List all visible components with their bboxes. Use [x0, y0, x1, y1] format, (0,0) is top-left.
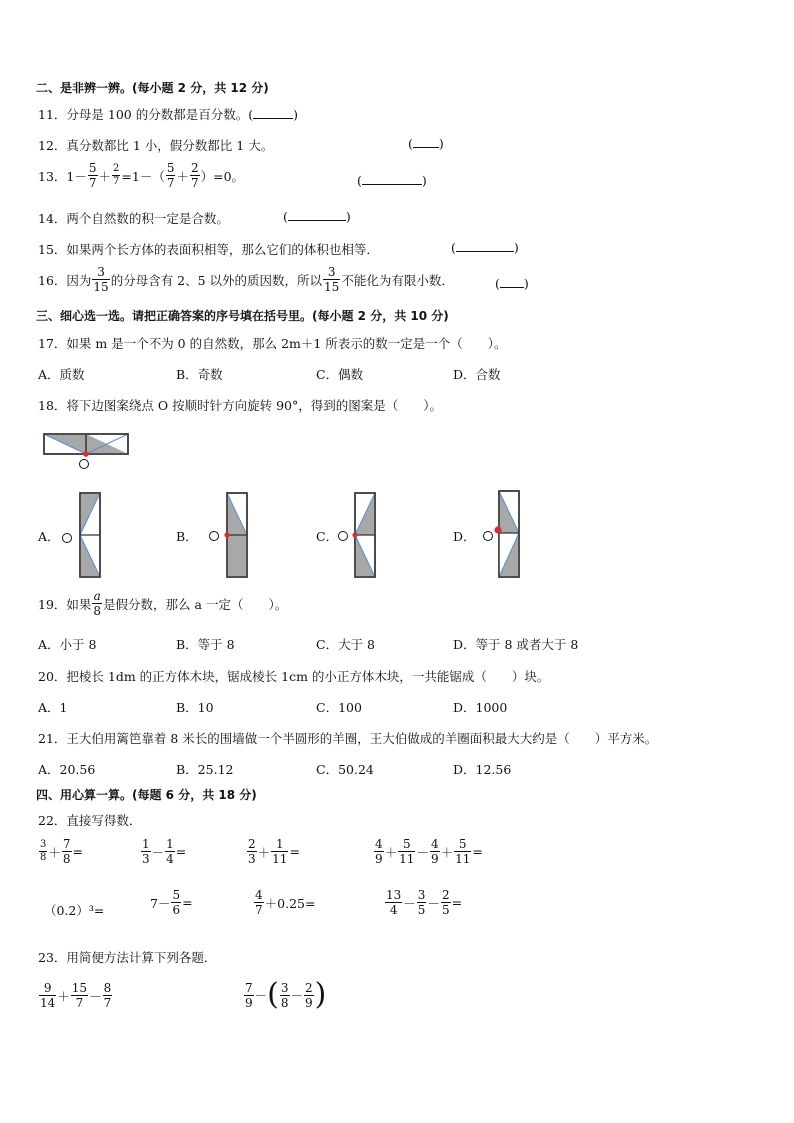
numerator: 7	[62, 837, 71, 851]
operator: －	[151, 844, 165, 860]
numerator: 2	[441, 888, 450, 902]
denominator: 11	[399, 852, 415, 866]
paren-close: )	[523, 276, 529, 291]
equals: =	[451, 895, 463, 910]
denominator: 9	[430, 852, 439, 866]
numerator: 5	[88, 161, 97, 175]
fraction	[454, 838, 471, 865]
q18-option-d-label[interactable]: D．	[453, 529, 476, 544]
numerator: 5	[166, 161, 175, 175]
q13-end: ）=0。	[200, 168, 245, 184]
q22-expr-8	[384, 889, 462, 916]
q19-option-c[interactable]: C．大于 8	[316, 637, 375, 652]
denominator: 8	[93, 604, 102, 618]
q19-option-d[interactable]: D．等于 8 或者大于 8	[453, 637, 579, 652]
fraction	[62, 838, 72, 865]
question-20: 20．把棱长 1dm 的正方体木块，锯成棱长 1cm 的小正方体木块，一共能锯成（ ）块。	[38, 669, 550, 684]
q22-e6-prefix: 7－	[150, 895, 171, 911]
denominator: 11	[272, 852, 288, 866]
fraction	[171, 889, 181, 916]
q15-answer-blank[interactable]	[456, 240, 514, 252]
q22-e7-suffix: ＋0.25=	[264, 895, 316, 911]
q22-expr-6	[150, 889, 193, 916]
q18-option-d-figure[interactable]	[477, 488, 527, 580]
fraction	[374, 838, 384, 865]
q15-answer[interactable]	[451, 240, 519, 255]
denominator: 9	[375, 852, 383, 866]
paren-open: (	[283, 209, 288, 224]
numerator: 5	[398, 838, 415, 852]
numerator: 1	[271, 838, 288, 852]
equals: =	[72, 844, 84, 859]
numerator: 2	[113, 163, 120, 174]
numerator: 4	[375, 837, 383, 851]
question-16	[38, 266, 454, 293]
q17-option-c[interactable]: C．偶数	[316, 367, 364, 382]
paren-close: )	[421, 173, 427, 188]
fraction	[244, 982, 254, 1009]
q20-option-b[interactable]: B．10	[176, 700, 214, 715]
denominator: 3	[142, 852, 150, 866]
q20-option-c[interactable]: C．100	[316, 700, 362, 715]
q13-answer-blank[interactable]	[362, 173, 422, 185]
numerator: 2	[248, 837, 256, 851]
denominator: 6	[172, 903, 181, 917]
q21-option-d[interactable]: D．12.56	[453, 762, 512, 777]
q22-expr-1	[38, 838, 83, 865]
numerator: 13	[386, 888, 402, 902]
operator: －	[427, 895, 440, 911]
operator: ＋	[440, 844, 454, 860]
q22-expr-4	[373, 838, 483, 865]
numerator: a	[93, 589, 101, 603]
q16-answer-blank[interactable]	[500, 276, 524, 288]
q16-text-a: 16．因为	[38, 272, 92, 288]
operator: －	[89, 988, 102, 1004]
numerator: 5	[172, 888, 181, 902]
q13-mid: =1－（	[121, 168, 165, 184]
section-3-title: 三、细心选一选。请把正确答案的序号填在括号里。(每小题 2 分，共 10 分)	[36, 309, 449, 323]
q19-option-a[interactable]: A．小于 8	[38, 637, 97, 652]
denominator: 15	[93, 280, 109, 294]
question-15	[38, 240, 379, 258]
q20-option-a[interactable]: A．1	[38, 700, 68, 715]
paren-open: (	[451, 240, 456, 255]
fraction	[92, 266, 109, 293]
equals: =	[175, 844, 187, 859]
q22-expr-3	[246, 838, 300, 865]
paren-open: (	[357, 173, 362, 188]
q12-answer[interactable]	[408, 136, 444, 151]
paren-open: (	[495, 276, 500, 291]
denominator: 3	[248, 852, 256, 866]
fraction	[165, 838, 175, 865]
q17-option-d[interactable]: D．合数	[453, 367, 501, 382]
denominator: 8	[40, 852, 47, 863]
paren-close: )	[345, 209, 351, 224]
question-12	[38, 136, 273, 154]
fraction	[71, 982, 88, 1009]
paren-close: )	[513, 240, 519, 255]
q18-option-a-label[interactable]: A．	[38, 529, 60, 544]
fraction	[441, 889, 451, 916]
q14-text: 14．两个自然数的积一定是合数。	[38, 211, 229, 226]
q20-option-d[interactable]: D．1000	[453, 700, 508, 715]
fraction	[166, 162, 176, 189]
fraction	[92, 590, 102, 617]
numerator: 2	[305, 980, 313, 995]
q11-text: 11．分母是 100 的分数都是百分数。(	[38, 107, 254, 122]
question-19	[38, 590, 287, 617]
question-23: 23．用简便方法计算下列各题．	[38, 950, 217, 965]
numerator: 2	[190, 161, 199, 175]
question-18: 18．将下边图案绕点 O 按顺时针方向旋转 90°，得到的图案是（ ）。	[38, 398, 442, 413]
numerator: 9	[39, 982, 56, 996]
operator: －	[290, 988, 304, 1003]
q17-option-a[interactable]: A．质数	[38, 367, 85, 382]
section-2-title: 二、是非辨一辨。(每小题 2 分，共 12 分)	[36, 81, 269, 95]
numerator: 1	[142, 837, 150, 851]
question-21: 21．王大伯用篱笆靠着 8 米长的围墙做一个半圆形的羊圈，王大伯做成的羊圈面积最大大约是（ ）平方米。	[38, 731, 658, 746]
q13-prefix: 13．1－	[38, 168, 87, 184]
question-11	[38, 105, 298, 123]
numerator: 7	[245, 980, 253, 995]
paren-close: )	[438, 136, 444, 151]
operator: ＋	[48, 844, 61, 860]
q18-option-b-label[interactable]: B．	[176, 529, 198, 544]
q18-original-figure	[40, 430, 132, 474]
denominator: 11	[455, 852, 471, 866]
denominator: 5	[441, 903, 450, 917]
q13-answer[interactable]	[357, 173, 427, 188]
denominator: 4	[389, 903, 398, 917]
q23-expr-1	[38, 982, 113, 1009]
denominator: 14	[40, 996, 56, 1010]
fraction	[417, 889, 427, 916]
fraction	[271, 838, 288, 865]
numerator: 3	[323, 266, 340, 280]
denominator: 7	[255, 903, 263, 917]
denominator: 7	[75, 996, 84, 1010]
equals: =	[472, 844, 483, 859]
operator: ＋	[57, 988, 70, 1004]
q19-text-b: 是假分数，那么 a 一定（ ）。	[103, 596, 288, 612]
numerator: 1	[166, 837, 174, 851]
q19-text-a: 19．如果	[38, 596, 92, 612]
fraction	[141, 838, 151, 865]
operator: －	[416, 844, 429, 860]
q18-option-c-figure[interactable]	[333, 490, 383, 580]
q16-answer[interactable]	[495, 276, 529, 291]
operator: ＋	[176, 168, 189, 184]
q12-text: 12．真分数都比 1 小，假分数都比 1 大。	[38, 138, 274, 153]
q16-text-c: 不能化为有限小数．	[341, 272, 454, 288]
fraction	[385, 889, 402, 916]
question-22: 22．直接写得数．	[38, 813, 142, 828]
fraction	[39, 840, 47, 863]
numerator: 15	[71, 981, 88, 995]
q18-option-a-figure[interactable]	[58, 490, 108, 580]
q15-text: 15．如果两个长方体的表面积相等，那么它们的体积也相等．	[38, 242, 379, 257]
paren-open: (	[267, 977, 279, 1012]
numerator: 3	[40, 839, 47, 850]
q21-option-a[interactable]: A．20.56	[38, 762, 96, 777]
q22-expr-2	[140, 838, 186, 865]
q23-expr-2	[243, 977, 327, 1012]
fraction	[103, 982, 113, 1009]
fraction	[398, 838, 415, 865]
fraction	[254, 889, 264, 916]
q16-text-b: 的分母含有 2、5 以外的质因数，所以	[110, 272, 323, 288]
denominator: 5	[417, 903, 426, 917]
equals: =	[289, 844, 300, 859]
question-14	[38, 209, 229, 227]
fraction	[88, 162, 98, 189]
fraction	[190, 162, 200, 189]
q14-answer-blank[interactable]	[288, 209, 346, 221]
q14-answer[interactable]	[283, 209, 351, 224]
section-4-title: 四、用心算一算。(每题 6 分，共 18 分)	[36, 788, 257, 802]
q12-answer-blank[interactable]	[413, 136, 439, 148]
paren-close: )	[314, 977, 327, 1012]
question-17: 17．如果 m 是一个不为 0 的自然数，那么 2m＋1 所表示的数一定是一个（ ）。	[38, 336, 507, 351]
denominator: 8	[280, 995, 289, 1010]
denominator: 8	[62, 852, 71, 866]
numerator: 4	[255, 888, 263, 902]
denominator: 9	[305, 995, 313, 1010]
numerator: 3	[417, 888, 426, 902]
denominator: 7	[103, 996, 112, 1010]
q11-answer-blank[interactable]	[253, 107, 293, 119]
numerator: 8	[103, 981, 112, 995]
q21-option-b[interactable]: B．25.12	[176, 762, 234, 777]
numerator: 5	[454, 838, 471, 852]
denominator: 7	[190, 176, 199, 190]
q22-expr-5: （0.2）³=	[44, 903, 105, 918]
q22-expr-7	[253, 889, 315, 916]
equals: =	[182, 895, 193, 910]
numerator: 3	[92, 266, 109, 280]
numerator: 4	[430, 837, 439, 851]
fraction	[323, 266, 340, 293]
denominator: 9	[245, 995, 253, 1010]
fraction	[112, 164, 120, 187]
operator: ＋	[98, 168, 112, 184]
q19-option-b[interactable]: B．等于 8	[176, 637, 235, 652]
question-13	[38, 162, 244, 189]
fraction	[247, 838, 257, 865]
denominator: 4	[166, 852, 174, 866]
q18-option-c-label[interactable]: C．	[316, 529, 339, 544]
fraction	[304, 982, 314, 1009]
denominator: 7	[113, 176, 120, 187]
q21-option-c[interactable]: C．50.24	[316, 762, 374, 777]
q18-option-b-figure[interactable]	[205, 490, 255, 580]
fraction	[430, 838, 440, 865]
q17-option-b[interactable]: B．奇数	[176, 367, 223, 382]
operator: －	[254, 988, 268, 1003]
operator: ＋	[257, 844, 271, 860]
numerator: 3	[280, 980, 289, 995]
denominator: 7	[166, 176, 175, 190]
fraction	[280, 982, 290, 1009]
denominator: 15	[324, 280, 340, 294]
denominator: 7	[88, 176, 97, 190]
operator: ＋	[384, 844, 398, 860]
fraction	[39, 982, 56, 1009]
q11-paren-close: )	[293, 107, 298, 122]
operator: －	[403, 895, 416, 911]
paren-open: (	[408, 136, 413, 151]
